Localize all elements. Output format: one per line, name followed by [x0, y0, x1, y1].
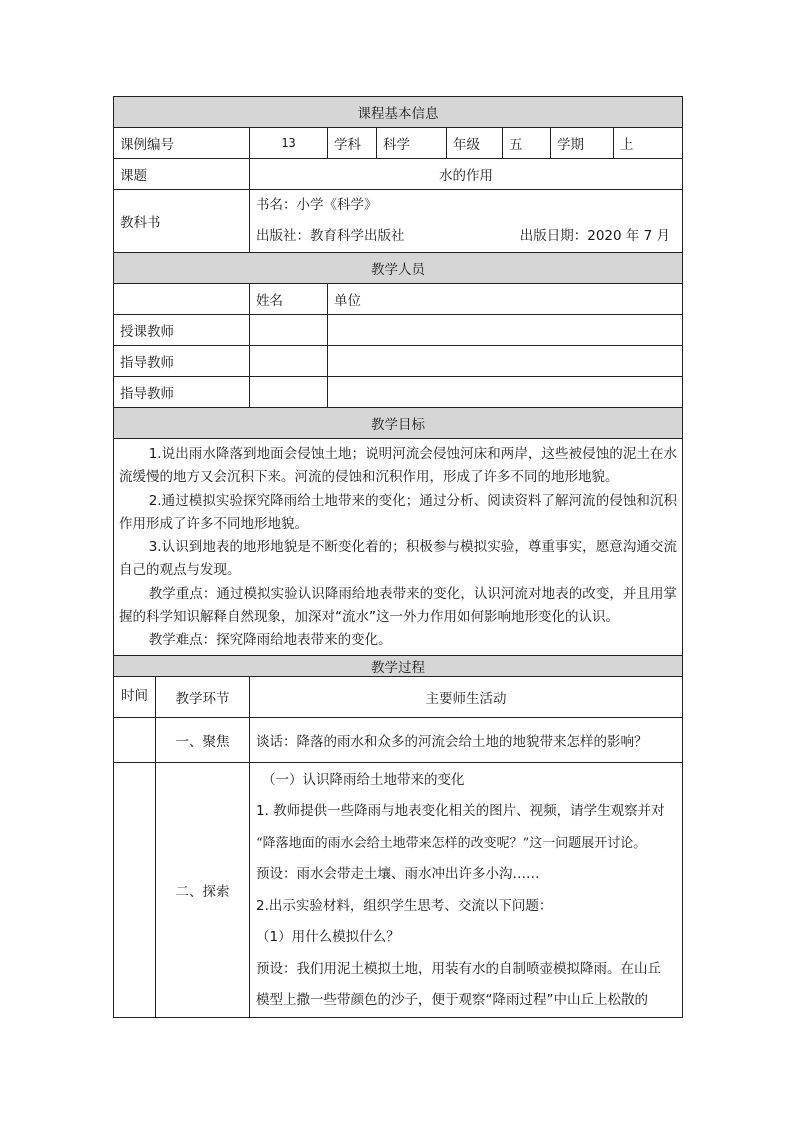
explore-line: 2.出示实验材料，组织学生思考、交流以下问题：	[256, 897, 553, 914]
staff-name-header: 姓名	[250, 284, 328, 315]
explore-line: 预设：雨水会带走土壤、雨水冲出许多小沟……	[256, 866, 540, 883]
stage-header: 教学环节	[156, 676, 250, 717]
focus-line: 谈话：降落的雨水和众多的河流会给土地的地貌带来怎样的影响？	[256, 733, 648, 750]
lesson-number-value: 13	[250, 128, 328, 159]
staff-role-lecturer: 授课教师	[114, 315, 250, 346]
objective-2: 2.通过模拟实验探究降雨给土地带来的变化；通过分析、阅读资料了解河流的侵蚀和沉积作用形成了许多不同地形地貌。	[119, 492, 678, 532]
explore-line: “降落地面的雨水会给土地带来怎样的改变呢？”这一问题展开讨论。	[256, 835, 647, 851]
objective-3: 3.认识到地表的地形地貌是不断变化着的；积极参与模拟实验，尊重事实，愿意沟通交流自己的观点与发现。	[119, 539, 678, 579]
section-objectives: 教学目标	[114, 408, 683, 439]
subject-label: 学科	[328, 128, 377, 159]
lesson-plan-document	[113, 96, 682, 1018]
staff-unit-cell	[328, 346, 683, 377]
publish-date: 出版日期：2020 年 7 月	[519, 228, 671, 244]
topic-label: 课题	[114, 159, 250, 190]
objective-1: 1.说出雨水降落到地面会侵蚀土地；说明河流会侵蚀河床和两岸，这些被侵蚀的泥土在水流缓慢的地方又会沉积下来。河流的侵蚀和沉积作用，形成了许多不同的地形地貌。	[119, 446, 678, 486]
staff-unit-header: 单位	[328, 284, 683, 315]
staff-unit-cell	[328, 315, 683, 346]
term-label: 学期	[551, 128, 614, 159]
grade-value: 五	[503, 128, 551, 159]
stage-focus: 一、聚焦	[156, 717, 250, 762]
difficult-point: 教学难点：探究降雨给地表带来的变化。	[148, 632, 392, 649]
textbook-info	[250, 190, 683, 253]
section-staff: 教学人员	[114, 253, 683, 284]
explore-line: 1. 教师提供一些降雨与地表变化相关的图片、视频，请学生观察并对	[256, 803, 665, 820]
section-basic-info: 课程基本信息	[114, 97, 683, 128]
explore-line: （一）认识降雨给土地带来的变化	[262, 771, 465, 788]
lesson-number-label: 课例编号	[114, 128, 250, 159]
explore-line: 预设：我们用泥土模拟土地，用装有水的自制喷壶模拟降雨。在山丘	[256, 960, 661, 977]
staff-name-cell	[250, 377, 328, 408]
staff-name-cell	[250, 346, 328, 377]
subject-value: 科学	[377, 128, 447, 159]
staff-role-advisor-2: 指导教师	[114, 377, 250, 408]
objectives-cell	[114, 439, 683, 656]
staff-header-blank	[114, 284, 250, 315]
section-process: 教学过程	[114, 655, 683, 676]
explore-line: 模型上撒一些带颜色的沙子，便于观察“降雨过程”中山丘上松散的	[256, 992, 648, 1009]
grade-label: 年级	[447, 128, 503, 159]
stage-explore: 二、探索	[156, 762, 250, 1017]
staff-role-advisor-1: 指导教师	[114, 346, 250, 377]
activity-focus	[250, 717, 683, 762]
time-header: 时间	[114, 676, 156, 717]
publisher: 出版社：教育科学出版社	[256, 228, 405, 244]
staff-unit-cell	[328, 377, 683, 408]
explore-line: （1）用什么模拟什么？	[256, 929, 400, 946]
activity-header: 主要师生活动	[250, 676, 683, 717]
topic-value: 水的作用	[250, 159, 683, 190]
book-name: 书名：小学《科学》	[256, 197, 378, 213]
time-cell	[114, 717, 156, 762]
time-cell	[114, 762, 156, 1017]
key-point: 教学重点：通过模拟实验认识降雨给地表带来的变化，认识河流对地表的改变，并且用掌握的科学知识解释自然现象，加深对“流水”这一外力作用如何影响地形变化的认识。	[119, 585, 678, 626]
textbook-label: 教科书	[114, 190, 250, 253]
term-value: 上	[614, 128, 683, 159]
lesson-plan-table	[113, 96, 683, 1018]
activity-explore	[250, 762, 683, 1017]
staff-name-cell	[250, 315, 328, 346]
